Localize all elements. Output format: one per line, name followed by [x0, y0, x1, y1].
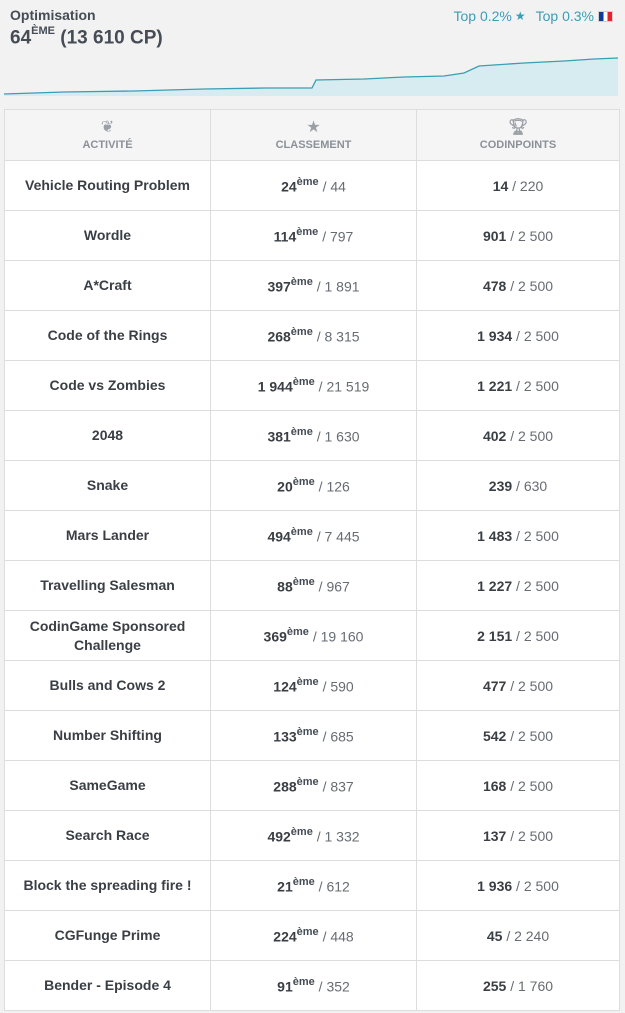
top-global: Top 0.2%	[453, 8, 512, 24]
codinpoints-total: / 2 500	[516, 327, 559, 344]
activity-codinpoints: 168 / 2 500	[417, 761, 620, 811]
rank-suffix: ème	[292, 875, 315, 888]
activity-rank: 268ème / 8 315	[211, 311, 417, 361]
codinpoints-total: / 2 500	[516, 377, 559, 394]
codinpoints-total: / 2 500	[510, 777, 554, 794]
top-country: Top 0.3%	[535, 8, 594, 24]
activity-name[interactable]: Bender - Episode 4	[5, 961, 211, 1011]
table-row[interactable]	[5, 411, 620, 461]
codinpoints-total: / 2 500	[510, 727, 554, 744]
rank-total: / 7 445	[316, 528, 360, 545]
table-row[interactable]	[5, 311, 620, 361]
activity-codinpoints: 1 934 / 2 500	[417, 311, 620, 361]
progress-chart-area	[4, 58, 618, 96]
rank-total: / 21 519	[318, 378, 370, 395]
rank-total: / 590	[322, 678, 354, 695]
category-header	[0, 0, 625, 100]
rank-total: / 797	[322, 228, 354, 245]
activity-name[interactable]: Vehicle Routing Problem	[5, 161, 211, 211]
rank-total: / 448	[322, 928, 354, 945]
activity-name[interactable]: 2048	[5, 411, 211, 461]
codinpoints-total: / 2 500	[510, 227, 554, 244]
activity-rank: 369ème / 19 160	[211, 611, 417, 661]
rank-suffix: ème	[292, 575, 315, 588]
activity-name[interactable]: Snake	[5, 461, 211, 511]
column-header-activity[interactable]: ❦ ACTIVITÉ	[5, 110, 211, 161]
table-row[interactable]	[5, 711, 620, 761]
activity-codinpoints: 255 / 1 760	[417, 961, 620, 1011]
rank-total: / 19 160	[312, 628, 364, 645]
star-icon: ★	[306, 119, 321, 136]
activity-codinpoints: 478 / 2 500	[417, 261, 620, 311]
rank-suffix: ème	[296, 775, 319, 788]
laurel-icon: ❦	[100, 119, 115, 136]
activity-rank: 397ème / 1 891	[211, 261, 417, 311]
table-row[interactable]	[5, 811, 620, 861]
table-header-row	[5, 110, 620, 161]
table-row[interactable]	[5, 561, 620, 611]
rank-suffix: ème	[290, 425, 313, 438]
table-row[interactable]	[5, 911, 620, 961]
rank-suffix: ème	[292, 975, 315, 988]
activity-rank: 224ème / 448	[211, 911, 417, 961]
activity-name[interactable]: A*Craft	[5, 261, 211, 311]
table-row[interactable]	[5, 761, 620, 811]
table-row[interactable]	[5, 861, 620, 911]
france-flag-icon	[598, 11, 613, 22]
rank-suffix: ème	[296, 225, 319, 238]
activity-rank: 492ème / 1 332	[211, 811, 417, 861]
top-percentages	[453, 8, 613, 24]
activity-codinpoints: 1 483 / 2 500	[417, 511, 620, 561]
table-row[interactable]	[5, 611, 620, 661]
rank-total: / 44	[322, 178, 346, 195]
activity-codinpoints: 137 / 2 500	[417, 811, 620, 861]
activity-codinpoints: 477 / 2 500	[417, 661, 620, 711]
activity-name[interactable]: Code vs Zombies	[5, 361, 211, 411]
codinpoints-total: / 2 500	[510, 277, 554, 294]
table-row[interactable]	[5, 261, 620, 311]
activity-name[interactable]: SameGame	[5, 761, 211, 811]
activity-name[interactable]: Block the spreading fire !	[5, 861, 211, 911]
rank-total: / 685	[322, 728, 354, 745]
rank-total: / 126	[318, 478, 350, 495]
rank-total: / 967	[318, 578, 350, 595]
column-header-codinpoints[interactable]: 🏆︎ CODINPOINTS	[417, 110, 620, 161]
codinpoints-total: / 220	[512, 177, 544, 194]
activity-rank: 21ème / 612	[211, 861, 417, 911]
rank-suffix: ème	[292, 375, 315, 388]
rank-total: / 837	[322, 778, 354, 795]
overall-rank	[10, 27, 163, 49]
activity-rank: 133ème / 685	[211, 711, 417, 761]
codinpoints-total: / 2 240	[506, 927, 550, 944]
activity-codinpoints: 239 / 630	[417, 461, 620, 511]
codinpoints-total: / 2 500	[510, 827, 554, 844]
codinpoints-total: / 2 500	[510, 427, 554, 444]
column-header-ranking[interactable]: ★ CLASSEMENT	[211, 110, 417, 161]
rank-suffix: ème	[296, 675, 319, 688]
codinpoints-total: / 2 500	[516, 577, 559, 594]
activity-name[interactable]: Mars Lander	[5, 511, 211, 561]
rank-suffix: ème	[296, 175, 319, 188]
rank-total: / 1 630	[316, 428, 360, 445]
activity-name[interactable]: CGFunge Prime	[5, 911, 211, 961]
activity-name[interactable]: Number Shifting	[5, 711, 211, 761]
rank-total: / 8 315	[316, 328, 360, 345]
activity-codinpoints: 2 151 / 2 500	[417, 611, 620, 661]
activity-rank: 114ème / 797	[211, 211, 417, 261]
activities-table	[4, 109, 620, 1011]
activity-name[interactable]: Wordle	[5, 211, 211, 261]
activity-rank: 1 944ème / 21 519	[211, 361, 417, 411]
rank-total: / 612	[318, 878, 350, 895]
activity-name[interactable]: Search Race	[5, 811, 211, 861]
activity-rank: 381ème / 1 630	[211, 411, 417, 461]
rank-total: / 352	[318, 978, 350, 995]
activity-rank: 124ème / 590	[211, 661, 417, 711]
activity-rank: 20ème / 126	[211, 461, 417, 511]
table-row[interactable]	[5, 211, 620, 261]
activity-codinpoints: 542 / 2 500	[417, 711, 620, 761]
codinpoints-total: / 2 500	[510, 677, 554, 694]
rank-total: / 1 332	[316, 828, 360, 845]
rank-suffix: ème	[290, 525, 313, 538]
table-row[interactable]	[5, 661, 620, 711]
activity-name[interactable]: CodinGame Sponsored Challenge	[5, 611, 211, 661]
activity-codinpoints: 1 227 / 2 500	[417, 561, 620, 611]
codinpoints-total: / 1 760	[510, 977, 554, 994]
table-row[interactable]	[5, 161, 620, 211]
activity-codinpoints: 1 936 / 2 500	[417, 861, 620, 911]
trophy-icon: 🏆︎	[507, 119, 529, 136]
activity-rank: 88ème / 967	[211, 561, 417, 611]
codinpoints-total: / 630	[516, 477, 548, 494]
activity-name[interactable]: Code of the Rings	[5, 311, 211, 361]
rank-suffix: ème	[296, 925, 319, 938]
activity-codinpoints: 14 / 220	[417, 161, 620, 211]
activity-name[interactable]: Bulls and Cows 2	[5, 661, 211, 711]
points-value: (13 610 CP)	[60, 27, 163, 49]
activity-rank: 24ème / 44	[211, 161, 417, 211]
codinpoints-total: / 2 500	[516, 877, 559, 894]
rank-suffix: ème	[290, 275, 313, 288]
codinpoints-total: / 2 500	[516, 627, 559, 644]
rank-total: / 1 891	[316, 278, 360, 295]
table-row[interactable]	[5, 361, 620, 411]
rank-suffix: ÈME	[31, 25, 55, 37]
activity-rank: 288ème / 837	[211, 761, 417, 811]
table-row[interactable]	[5, 961, 620, 1011]
table-row[interactable]	[5, 511, 620, 561]
activity-codinpoints: 402 / 2 500	[417, 411, 620, 461]
activity-codinpoints: 1 221 / 2 500	[417, 361, 620, 411]
table-row[interactable]	[5, 461, 620, 511]
rank-suffix: ème	[290, 825, 313, 838]
rank-suffix: ème	[286, 625, 309, 638]
progress-chart	[4, 50, 618, 96]
activity-codinpoints: 901 / 2 500	[417, 211, 620, 261]
rank-suffix: ème	[290, 325, 313, 338]
rank-suffix: ème	[292, 475, 315, 488]
codinpoints-total: / 2 500	[516, 527, 559, 544]
activity-codinpoints: 45 / 2 240	[417, 911, 620, 961]
star-icon: ★	[514, 9, 526, 23]
activity-rank: 91ème / 352	[211, 961, 417, 1011]
category-title: Optimisation	[10, 7, 96, 23]
activity-name[interactable]: Travelling Salesman	[5, 561, 211, 611]
rank-value: 64	[10, 27, 32, 49]
activity-rank: 494ème / 7 445	[211, 511, 417, 561]
rank-suffix: ème	[296, 725, 319, 738]
